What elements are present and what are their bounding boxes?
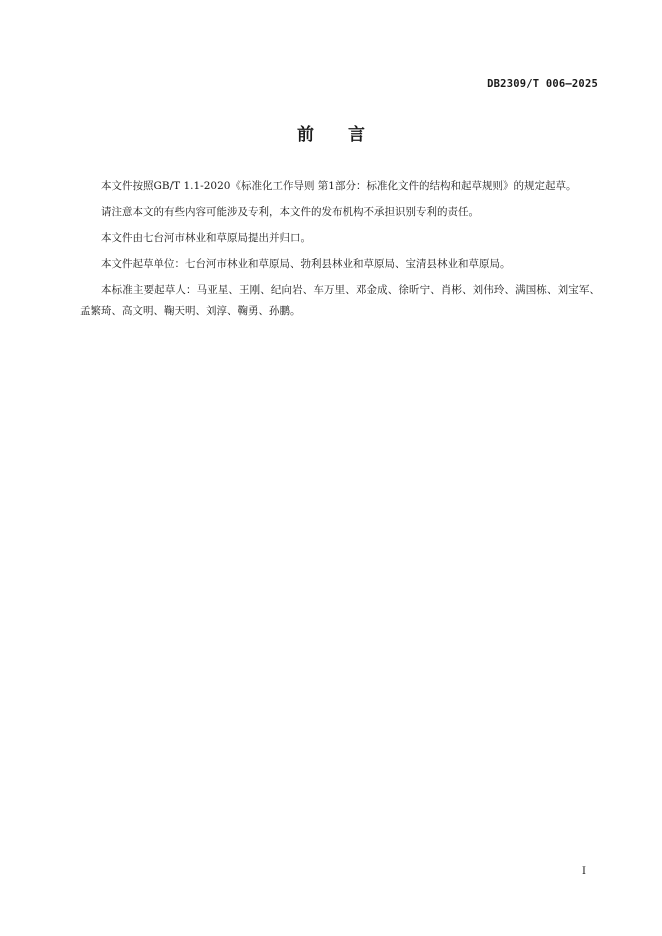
foreword-body <box>80 176 600 327</box>
section-title: 前 言 <box>297 125 379 145</box>
page-number: I <box>582 866 586 877</box>
paragraph-drafting-rules: 本文件按照GB/T 1.1-2020《标准化工作导则 第1部分：标准化文件的结构和起草规则》的规定起草。 <box>101 180 577 192</box>
document-code: DB2309/T 006—2025 <box>487 78 598 90</box>
paragraph-patent-notice: 请注意本文的有些内容可能涉及专利，本文件的发布机构不承担识别专利的责任。 <box>101 206 479 219</box>
paragraph-drafters: 本标准主要起草人：马亚星、王刚、纪向岩、车万里、邓金成、徐昕宁、肖彬、刘伟玲、满国栋、刘宝军、孟繁琦、高文明、鞠天明、刘淳、鞠勇、孙鹏。 <box>80 284 600 317</box>
paragraph-drafting-units: 本文件起草单位：七台河市林业和草原局、勃利县林业和草原局、宝清县林业和草原局。 <box>101 258 511 271</box>
paragraph-proposer: 本文件由七台河市林业和草原局提出并归口。 <box>101 232 311 245</box>
